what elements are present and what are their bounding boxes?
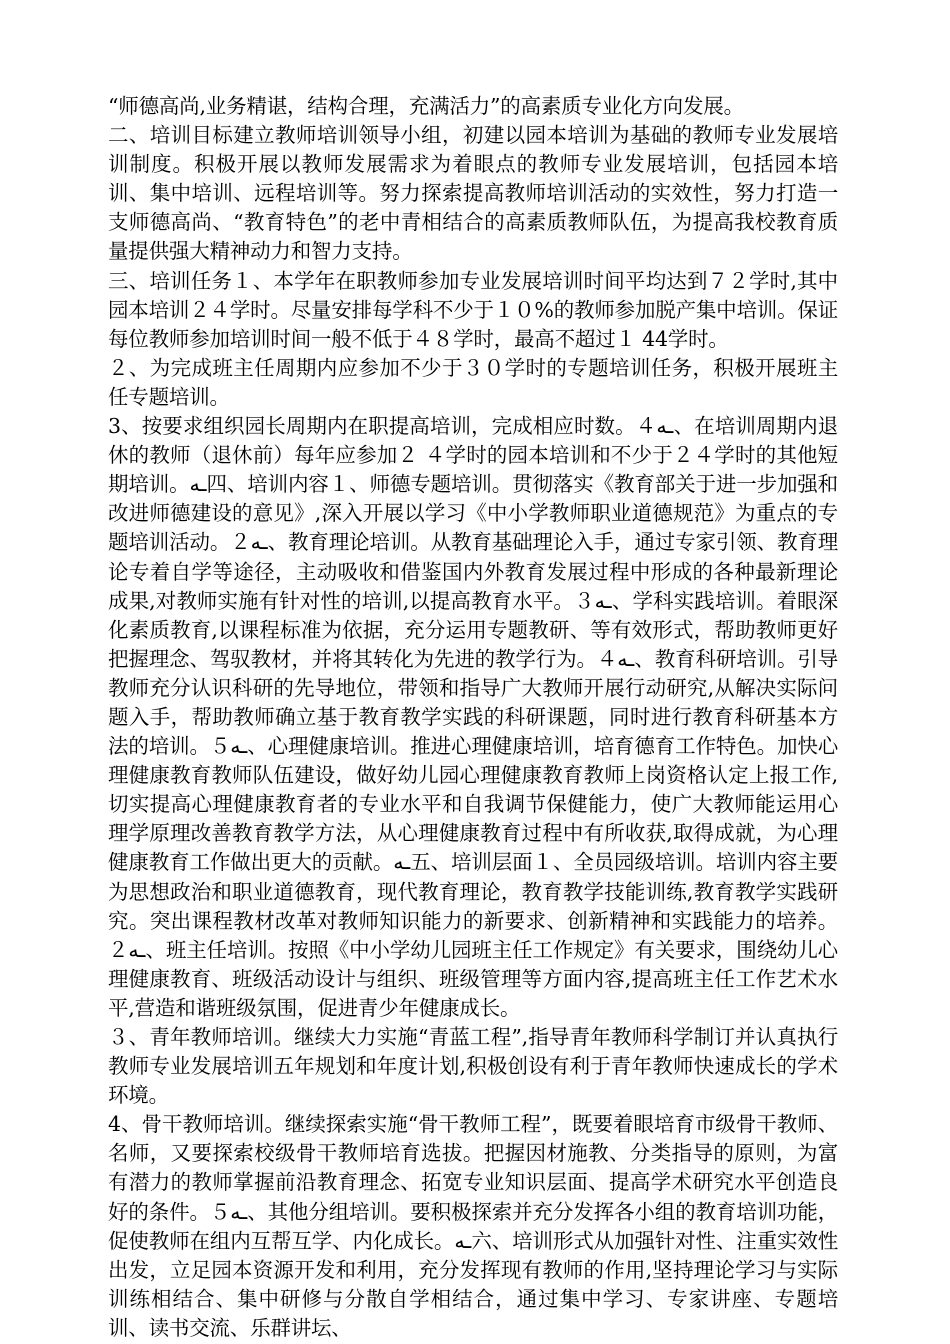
paragraph-young-teacher-training: ３、青年教师培训。继续大力实施“青蓝工程”,指导青年教师科学制订并认真执行教师专业发展培训五年规划和年度计划,积极创设有利于青年教师快速成长的学术环境。 bbox=[108, 1025, 838, 1108]
paragraph-backbone-teacher-training: 4、骨干教师培训。继续探索实施“骨干教师工程”，既要着眼培育市级骨干教师、名师，又要探索校级骨干教师培育选拔。把握因材施教、分类指导的原则，为富有潜力的教师掌握前沿教育理念、拓宽专业知识层面、提高学术研究水平创造良好的条件。５ـه、其他分组培训。要积极探索并充分发挥各小组的教育培训功能，促使教师在组内互帮互学、内化成长。ـه六、培训形式从加强针对性、注重实效性出发，立足园本资源开发和利用，充分发挥现有教师的作用,坚持理论学习与实际训练相结合、集中研修与分散自学相结合，通过集中学习、专家讲座、专题培训、读书交流、乐群讲坛、 bbox=[108, 1112, 838, 1340]
paragraph-training-objectives: 二、培训目标建立教师培训领导小组，初建以园本培训为基础的教师专业发展培训制度。积极开展以教师发展需求为着眼点的教师专业发展培训，包括园本培训、集中培训、远程培训等。努力探索提高教师培训活动的实效性，努力打造一支师德高尚、“教育特色”的老中青相结合的高素质教师队伍，为提高我校教育质量提供强大精神动力和智力支持。 bbox=[108, 123, 838, 264]
document-body bbox=[108, 92, 838, 1343]
paragraph-head-teacher-training: ２、为完成班主任周期内应参加不少于３０学时的专题培训任务，积极开展班主任专题培训。 bbox=[108, 355, 838, 409]
paragraph-training-content: 3、按要求组织园长周期内在职提高培训，完成相应时数。４ـه、在培训周期内退休的教师（退休前）每年应参加２ ４学时的园本培训和不少于２４学时的其他短期培训。ـه四、培训内容１、师德专题培训。贯彻落实《教育部关于进一步加强和改进师德建设的意见》,深入开展以学习《中小学教师职业道德规范》为重点的专题培训活动。２ـه、教育理论培训。从教育基础理论入手，通过专家引领、教育理论专着自学等途径，主动吸收和借鉴国内外教育发展过程中形成的各种最新理论成果,对教师实施有针对性的培训,以提高教育水平。３ـه、学科实践培训。着眼深化素质教育,以课程标准为依据，充分运用专题教研、等有效形式，帮助教师更好把握理念、驾驭教材，并将其转化为先进的教学行为。４ـه、教育科研培训。引导教师充分认识科研的先导地位，带领和指导广大教师开展行动研究,从解决实际问题入手，帮助教师确立基于教育教学实践的科研课题，同时进行教育科研基本方法的培训。５ـه、心理健康培训。推进心理健康培训，培育德育工作特色。加快心理健康教育教师队伍建设，做好幼儿园心理健康教育教师上岗资格认定上报工作,切实提高心理健康教育者的专业水平和自我调节保健能力，使广大教师能运用心理学原理改善教育教学方法，从心理健康教育过程中有所收获,取得成就，为心理健康教育工作做出更大的贡献。ـه五、培训层面１、全员园级培训。培训内容主要为思想政治和职业道德教育，现代教育理论，教育教学技能训练,教育教学实践研究。突出课程教材改革对教师知识能力的新要求、创新精神和实践能力的培养。２ـه、班主任培训。按照《中小学幼儿园班主任工作规定》有关要求，围绕幼儿心理健康教育、班级活动设计与组织、班级管理等方面内容,提高班主任工作艺术水平,营造和谐班级氛围，促进青少年健康成长。 bbox=[108, 414, 839, 1020]
paragraph-training-tasks: 三、培训任务１、本学年在职教师参加专业发展培训时间平均达到７２学时,其中园本培训２４学时。尽量安排每学科不少于１０%的教师参加脱产集中培训。保证每位教师参加培训时间一般不低于４８学时，最高不超过１ 44学时。 bbox=[108, 268, 838, 351]
paragraph-intro-goal: “师德高尚,业务精谌，结构合理，充满活力”的高素质专业化方向发展。 bbox=[108, 94, 744, 118]
